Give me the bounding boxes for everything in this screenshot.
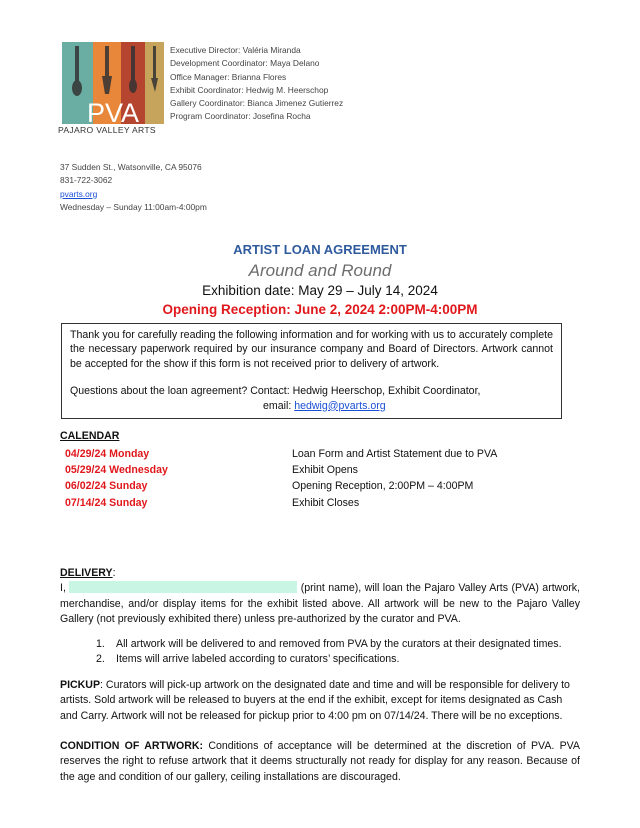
calendar-row — [60, 446, 560, 462]
delivery-list — [96, 637, 586, 668]
calendar-date: 07/14/24 Sunday — [65, 496, 148, 509]
contact-email-link[interactable]: hedwig@pvarts.org — [294, 399, 386, 412]
condition-text: Conditions of acceptance will be determined at the discretion of PVA. PVA reserves the right to refuse artwork that it deems structurally not ready for display for any reason. Because of the age and condition of our gallery, ceiling installations are discouraged. — [60, 740, 580, 783]
calendar-date: 05/29/24 Wednesday — [65, 464, 168, 477]
pickup-heading: PICKUP — [60, 679, 101, 691]
logo-org-name: PAJARO VALLEY ARTS — [58, 125, 156, 135]
calendar-event: Opening Reception, 2:00PM – 4:00PM — [292, 480, 474, 493]
list-number: 1. — [96, 638, 105, 650]
notice-text: Thank you for carefully reading the following information and for working with us to accurately complete the necessary paperwork required by our insurance company and Board of Directors. Artwork cannot be accepted for the show if this form is not received prior to delivery of artwork. — [70, 329, 553, 370]
pickup-section — [60, 678, 580, 724]
staff-line: Executive Director: Valéria Miranda — [170, 45, 301, 55]
opening-reception: Opening Reception: June 2, 2024 2:00PM-4:00PM — [162, 302, 478, 317]
email-label: email: — [263, 399, 295, 412]
calendar-date: 04/29/24 Monday — [65, 448, 150, 461]
list-text: All artwork will be delivered to and removed from PVA by the curators at their designated times. — [116, 638, 562, 650]
svg-text:PVA: PVA — [86, 98, 140, 128]
calendar-event: Exhibit Closes — [292, 496, 360, 509]
notice-box — [61, 323, 562, 419]
list-number: 2. — [96, 653, 105, 666]
address-block — [60, 161, 207, 214]
street-address: 37 Sudden St., Watsonville, CA 95076 — [60, 162, 202, 172]
delivery-text: (print name), will loan the Pajaro Valley Arts (PVA) artwork, merchandise, and/or display items for the exhibit listed above. All artwork will be new to the Pajaro Valley Gallery (not previously exhibited there) unless pre-authorized by the curator and PVA. — [60, 582, 580, 626]
exhibition-date: Exhibition date: May 29 – July 14, 2024 — [202, 283, 438, 298]
calendar-event: Exhibit Opens — [292, 464, 358, 477]
gallery-hours: Wednesday – Sunday 11:00am-4:00pm — [60, 201, 207, 212]
staff-line: Development Coordinator: Maya Delano — [170, 58, 320, 69]
pickup-text: : Curators will pick-up artwork on the designated date and time and will be responsible for delivery to artists. Sold artwork will be released to buyers at the end if the exhibit, except for items designated as Cash and Carry. Artwork will not be released for pickup prior to 4:00 pm on 07/14/24. There will be no exceptions. — [60, 679, 570, 722]
list-item — [96, 652, 586, 667]
list-text: Items will arrive labeled according to curators’ specifications. — [116, 653, 400, 666]
phone-number: 831-722-3062 — [60, 175, 113, 186]
staff-line: Office Manager: Brianna Flores — [170, 71, 287, 82]
calendar-heading: CALENDAR — [60, 430, 120, 442]
staff-line: Exhibit Coordinator: Hedwig M. Heerschop — [170, 84, 329, 95]
list-item — [96, 637, 586, 652]
delivery-colon: : — [112, 567, 116, 579]
delivery-prefix: I, — [60, 582, 70, 595]
calendar-row — [60, 478, 560, 494]
calendar-row — [60, 495, 560, 511]
notice-question: Questions about the loan agreement? Contact: Hedwig Heerschop, Exhibit Coordinator, — [70, 385, 481, 398]
calendar-row — [60, 462, 560, 478]
document-title: ARTIST LOAN AGREEMENT — [233, 242, 407, 257]
delivery-section — [60, 566, 580, 628]
staff-line: Program Coordinator: Josefina Rocha — [170, 111, 311, 122]
calendar-event: Loan Form and Artist Statement due to PVA — [292, 448, 498, 461]
condition-heading: CONDITION OF ARTWORK: — [60, 740, 204, 752]
calendar-table — [60, 446, 560, 511]
delivery-heading: DELIVERY — [60, 567, 113, 579]
pva-logo — [62, 42, 164, 132]
staff-line: Gallery Coordinator: Bianca Jimenez Gutierrez — [170, 98, 344, 109]
paintbrush-logo-icon — [62, 42, 164, 132]
artist-name-field[interactable] — [69, 581, 297, 593]
calendar-date: 06/02/24 Sunday — [65, 480, 148, 493]
condition-section — [60, 739, 580, 785]
staff-list — [170, 44, 343, 124]
exhibit-name: Around and Round — [248, 261, 392, 280]
website-link[interactable]: pvarts.org — [60, 188, 98, 199]
